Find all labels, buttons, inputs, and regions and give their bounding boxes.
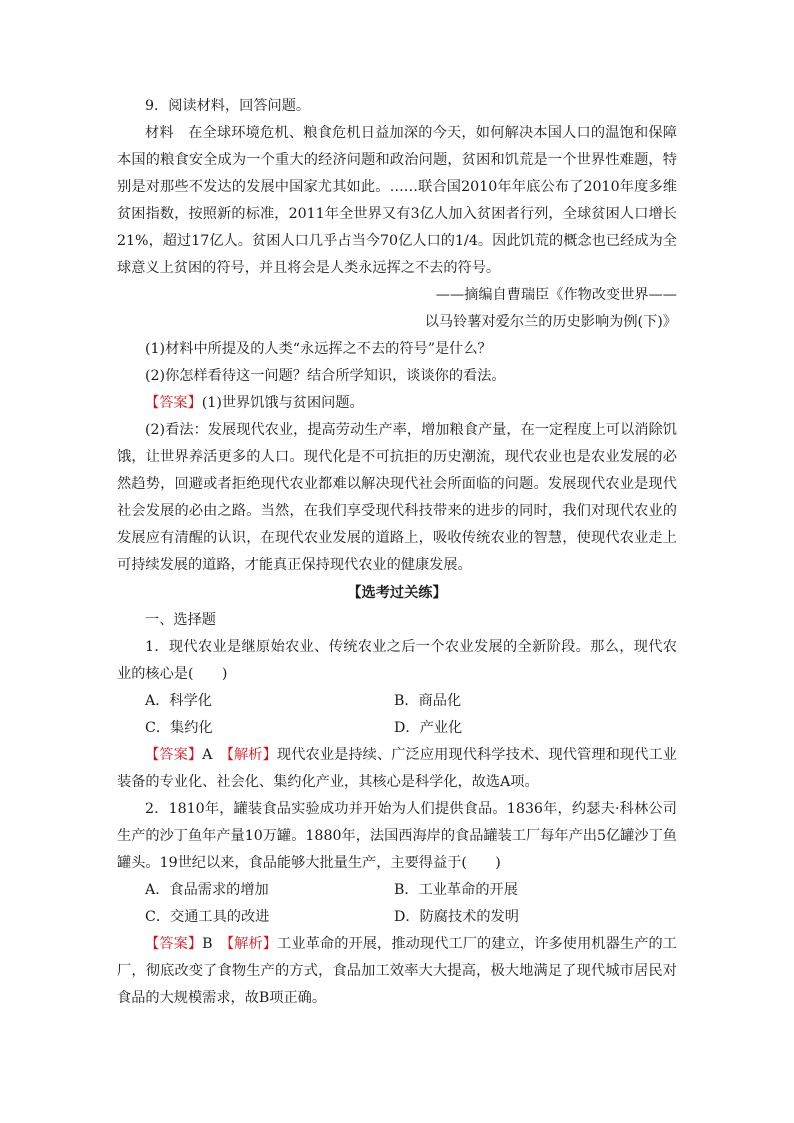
q2-option-c: C．交通工具的改进 bbox=[145, 909, 270, 925]
analysis-tag: 【解析】 bbox=[226, 747, 277, 763]
q2-option-d: D．防腐技术的发明 bbox=[394, 909, 519, 925]
answer-letter: A bbox=[202, 747, 213, 763]
q9-material bbox=[117, 120, 677, 282]
q2-stem: 2．1810年，罐装食品实验成功并开始为人们提供食品。1836年，约瑟夫·科林公司生产的沙丁鱼年产量10万罐。1880年，法国西海岸的食品罐装工厂每年产出5亿罐沙丁鱼罐头。19世纪以来，食品能够大批量生产，主要得益于( ) bbox=[117, 801, 677, 871]
material-text: 在全球环境危机、粮食危机日益加深的今天，如何解决本国人口的温饱和保障本国的粮食安全成为一个重大的经济问题和政治问题，贫困和饥荒是一个世界性难题，特别是对那些不发达的发展中国家尤其如此。……联合国2010年年底公布了2010年度多维贫困指数，按照新的标准，2011年全世界又有3亿人加入贫困者行列，全球贫困人口增长21%，超过17亿人。贫困人口几乎占当今70亿人口的1/4。因此饥荒的概念也已经成为全球意义上贫困的符号，并且将会是人类永远挥之不去的符号。 bbox=[117, 125, 677, 276]
q1-option-b: B．商品化 bbox=[394, 693, 462, 709]
q2-option-a: A．食品需求的增加 bbox=[145, 882, 269, 898]
analysis-tag: 【解析】 bbox=[226, 936, 278, 952]
q1-options-row-2 bbox=[145, 715, 677, 742]
analysis-text: 工业革命的开展，推动现代工厂的建立，许多使用机器生产的工厂，彻底改变了食物生产的方式，食品加工效率大大提高，极大地满足了现代城市居民对食品的大规模需求，故B项正确。 bbox=[117, 936, 677, 1006]
q9-subquestion-2: (2)你怎样看待这一问题？结合所学知识，谈谈你的看法。 bbox=[145, 368, 506, 384]
q9-answer-1 bbox=[145, 390, 364, 417]
q2-option-b: B．工业革命的开展 bbox=[394, 882, 518, 898]
answer-text: (1)世界饥饿与贫困问题。 bbox=[201, 395, 364, 411]
q1-option-c: C．集约化 bbox=[145, 720, 213, 736]
q1-answer bbox=[117, 742, 677, 796]
section-heading: 【选考过关练】 bbox=[347, 585, 447, 601]
q2-options-row-2 bbox=[145, 904, 677, 931]
q1-stem: 1．现代农业是继原始农业、传统农业之后一个农业发展的全新阶段。那么，现代农业的核心是( ) bbox=[117, 639, 677, 682]
answer-tag: 【答案】 bbox=[145, 936, 203, 952]
q1-option-d: D．产业化 bbox=[394, 720, 463, 736]
material-label: 材料 bbox=[145, 125, 174, 141]
q2-answer bbox=[117, 931, 677, 1012]
q9-source-line2: 以马铃薯对爱尔兰的历史影响为例(下)》 bbox=[424, 314, 677, 330]
analysis-text: 现代农业是持续、广泛应用现代科学技术、现代管理和现代工业装备的专业化、社会化、集约化产业，其核心是科学化，故选A项。 bbox=[117, 747, 677, 790]
answer-letter: B bbox=[202, 936, 213, 952]
q9-title: 9．阅读材料，回答问题。 bbox=[145, 98, 311, 114]
q9-subquestion-1: (1)材料中所提及的人类“永远挥之不去的符号”是什么？ bbox=[145, 341, 492, 357]
q1-option-a: A．科学化 bbox=[145, 693, 212, 709]
answer-tag: 【答案】 bbox=[145, 747, 203, 763]
q9-source-line1: ——摘编自曹瑞臣《作物改变世界—— bbox=[435, 287, 677, 303]
answer-tag: 【答案】 bbox=[145, 395, 202, 411]
section-subheading: 一、选择题 bbox=[145, 612, 216, 628]
q9-answer-2: (2)看法：发展现代农业，提高劳动生产率，增加粮食产量，在一定程度上可以消除饥饿，让世界养活更多的人口。现代化是不可抗拒的历史潮流，现代农业也是农业发展的必然趋势，回避或者拒绝现代农业都难以解决现代社会所面临的问题。发展现代农业是现代社会发展的必由之路。当然，在我们享受现代科技带来的进步的同时，我们对现代农业的发展应有清醒的认识，在现代农业发展的道路上，吸收传统农业的智慧，使现代农业走上可持续发展的道路，才能真正保持现代农业的健康发展。 bbox=[117, 422, 677, 573]
q2-options-row-1 bbox=[145, 877, 677, 904]
q1-options-row-1 bbox=[145, 688, 677, 715]
